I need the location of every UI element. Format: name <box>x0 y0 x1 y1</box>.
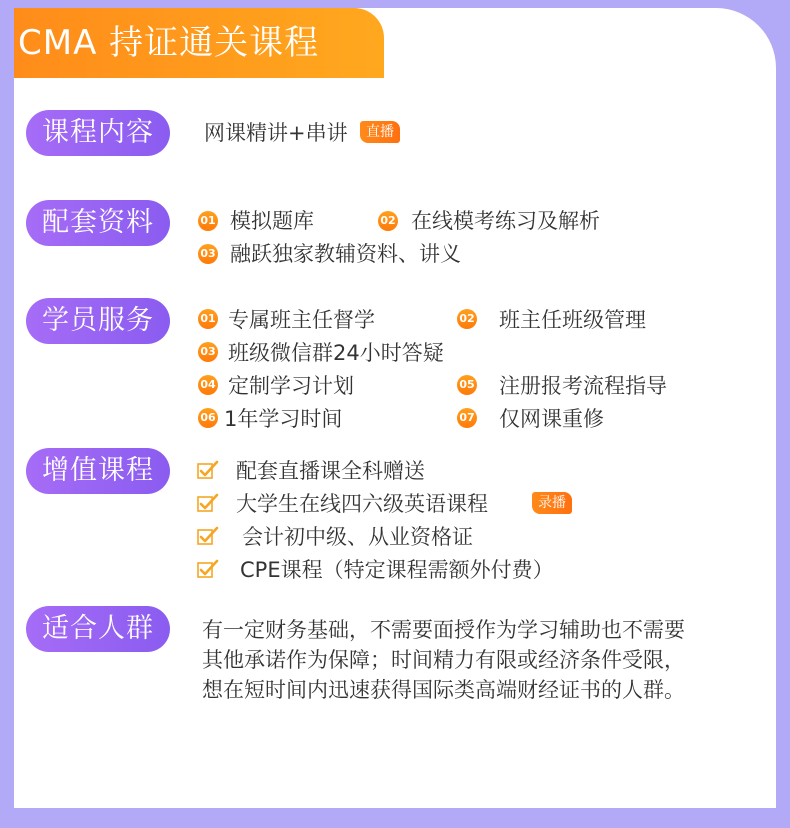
recorded-tag: 录播 <box>532 492 572 514</box>
service-item: 定制学习计划 <box>228 374 354 398</box>
bonus-item: CPE课程（特定课程需额外付费） <box>240 558 554 582</box>
section-label-bonus: 增值课程 <box>26 448 170 494</box>
bonus-item: 大学生在线四六级英语课程 <box>236 492 488 516</box>
service-item: 1年学习时间 <box>224 407 343 431</box>
service-item: 班主任班级管理 <box>499 308 646 332</box>
material-item: 在线模考练习及解析 <box>411 209 600 233</box>
number-badge: 01 <box>198 211 218 231</box>
checkmark-icon <box>197 526 219 546</box>
service-item: 班级微信群24小时答疑 <box>228 341 444 365</box>
section-label-services: 学员服务 <box>26 298 170 344</box>
bonus-item: 配套直播课全科赠送 <box>236 459 425 483</box>
number-badge: 04 <box>198 375 218 395</box>
live-tag: 直播 <box>360 121 400 143</box>
number-badge: 07 <box>457 408 477 428</box>
number-badge: 01 <box>198 309 218 329</box>
number-badge: 02 <box>378 211 398 231</box>
content-text: 网课精讲+串讲 <box>204 121 348 145</box>
number-badge: 02 <box>457 309 477 329</box>
number-badge: 05 <box>457 375 477 395</box>
course-card <box>14 8 776 808</box>
checkmark-icon <box>197 559 219 579</box>
page-title: CMA 持证通关课程 <box>14 8 384 78</box>
service-item: 仅网课重修 <box>499 407 604 431</box>
audience-line: 有一定财务基础，不需要面授作为学习辅助也不需要 <box>202 618 685 642</box>
number-badge: 03 <box>198 244 218 264</box>
section-label-content: 课程内容 <box>26 110 170 156</box>
audience-line: 其他承诺作为保障；时间精力有限或经济条件受限， <box>202 648 685 672</box>
material-item: 模拟题库 <box>230 209 314 233</box>
section-label-materials: 配套资料 <box>26 200 170 246</box>
service-item: 专属班主任督学 <box>228 308 375 332</box>
checkmark-icon <box>197 460 219 480</box>
number-badge: 06 <box>198 408 218 428</box>
number-badge: 03 <box>198 342 218 362</box>
bonus-item: 会计初中级、从业资格证 <box>242 525 473 549</box>
service-item: 注册报考流程指导 <box>499 374 667 398</box>
checkmark-icon <box>197 493 219 513</box>
material-item: 融跃独家教辅资料、讲义 <box>230 242 461 266</box>
section-label-audience: 适合人群 <box>26 606 170 652</box>
audience-paragraph <box>202 615 762 705</box>
audience-line: 想在短时间内迅速获得国际类高端财经证书的人群。 <box>202 678 685 702</box>
